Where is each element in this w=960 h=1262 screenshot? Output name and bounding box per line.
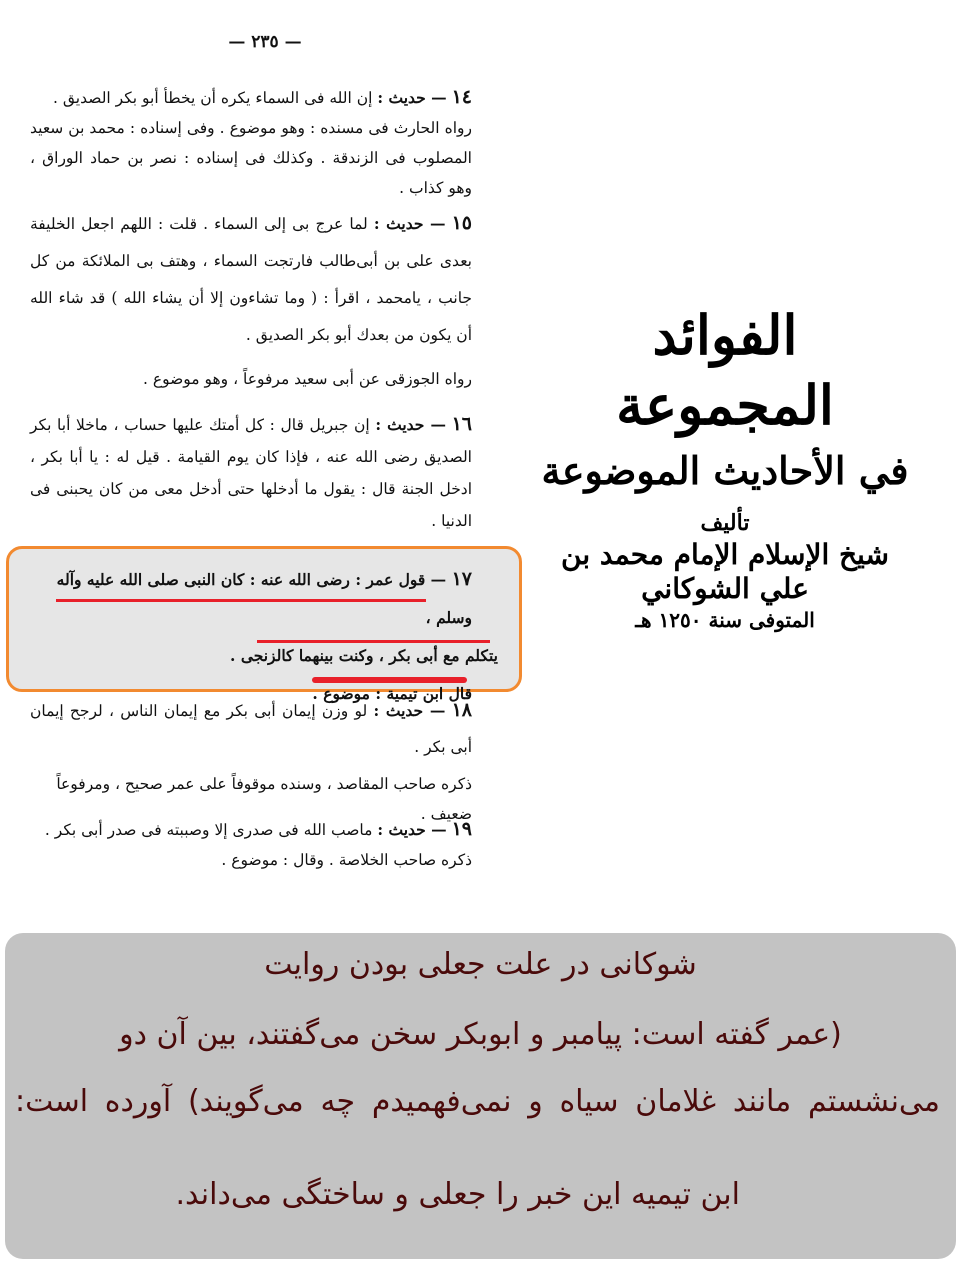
hadith-label: — حديث : xyxy=(373,701,446,720)
hadith-note: قال ابن تيمية : موضوع . xyxy=(312,684,472,703)
hadith-label: — حديث : xyxy=(377,820,447,839)
red-underline-2 xyxy=(257,640,490,643)
book-title-block xyxy=(540,300,910,634)
hadith-note: رواه الجوزقى عن أبى سعيد مرفوعاً ، وهو موضوع . xyxy=(142,370,472,388)
hadith-label: — قول عمر : xyxy=(355,570,447,589)
hadith-number: ١٦ xyxy=(451,413,473,435)
hadith-note: ذكره صاحب الخلاصة . وقال : موضوع . xyxy=(221,851,472,869)
red-underline-3 xyxy=(312,677,467,683)
book-subtitle: في الأحاديث الموضوعة xyxy=(541,448,909,493)
hadith-17 xyxy=(30,560,498,713)
hadith-text: إن جبريل قال : كل أمتك عليها حساب ، ماخلا أبا بكر الصديق رضى الله عنه ، فإذا كان يوم القيامة . قيل له : يا أبا بكر ، ادخل الجنة قال : يقول ما أدخلها حتى أدخل معى من كان يحبنى فى الدنيا . xyxy=(30,416,472,530)
authorship-label: تأليف xyxy=(700,510,750,536)
hadith-text: إن الله فى السماء يكره أن يخطأ أبو بكر الصديق . xyxy=(53,89,373,107)
hadith-number: ١٥ xyxy=(451,212,472,234)
hadith-text: لو وزن إيمان أبى بكر مع إيمان الناس ، لرجح إيمان أبى بكر . xyxy=(30,702,472,756)
hadith-number: ١٧ xyxy=(451,568,472,590)
caption-line-2: (عمر گفته است: پیامبر و ابوبکر سخن می‌گفتند، بین آن دو xyxy=(119,1017,842,1052)
red-underline-1 xyxy=(56,599,426,602)
book-title: الفوائد المجموعة xyxy=(616,303,834,437)
author-death-date: المتوفى سنة ١٢٥٠ هـ xyxy=(635,608,815,632)
page-number: — ٢٣٥ — xyxy=(228,32,302,52)
caption-line-3: می‌نشستم مانند غلامان سیاه و نمی‌فهمیدم چه می‌گویند) آورده است: xyxy=(15,1084,940,1119)
hadith-14 xyxy=(30,82,498,203)
author-name: شيخ الإسلام الإمام محمد بن علي الشوكاني xyxy=(561,538,889,605)
hadith-note: ذكره صاحب المقاصد ، وسنده موقوفاً على عمر صحيح ، ومرفوعاً ضعيف . xyxy=(56,775,472,823)
hadith-label: — حديث : xyxy=(375,415,446,434)
hadith-text: لما عرج بى إلى السماء . قلت : اللهم اجعل الخليفة بعدى على بن أبى‌طالب فارتجت السماء ، وهتف بى الملائكة من كل جانب ، يامحمد ، اقرأ : ( وما تشاءون إلا أن يشاء الله ) قد شاء الله أن يكون من بعدك أبو بكر الصديق . xyxy=(30,215,472,344)
hadith-16 xyxy=(30,408,498,569)
caption-line-4: ابن تیمیه این خبر را جعلی و ساختگی می‌داند. xyxy=(175,1177,740,1212)
hadith-text-line-2: يتكلم مع أبى بكر ، وكنت بينهما كالزنجى . xyxy=(230,646,498,665)
hadith-18 xyxy=(30,692,498,829)
hadith-label: — حديث : xyxy=(373,214,446,233)
caption-heading: شوکانی در علت جعلی بودن روایت xyxy=(264,947,697,982)
hadith-note: رواه الحارث فى مسنده : وهو موضوع . وفى إسناده : محمد بن سعيد المصلوب فى الزندقة . وكذلك فى إسناده : نصر بن حماد الوراق ، وهو كذاب . xyxy=(30,119,472,197)
hadith-number: ١٩ xyxy=(451,818,472,840)
hadith-number: ١٤ xyxy=(451,86,472,108)
hadith-label: — حديث : xyxy=(377,88,447,107)
hadith-text-line-1: رضى الله عنه : كان النبى صلى الله عليه وآله وسلم ، xyxy=(56,570,472,627)
hadith-number: ١٨ xyxy=(451,699,472,721)
hadith-15 xyxy=(30,205,498,394)
hadith-19 xyxy=(30,814,498,875)
hadith-text: ماصب الله فى صدرى إلا وصببته فى صدر أبى بكر . xyxy=(44,821,373,839)
